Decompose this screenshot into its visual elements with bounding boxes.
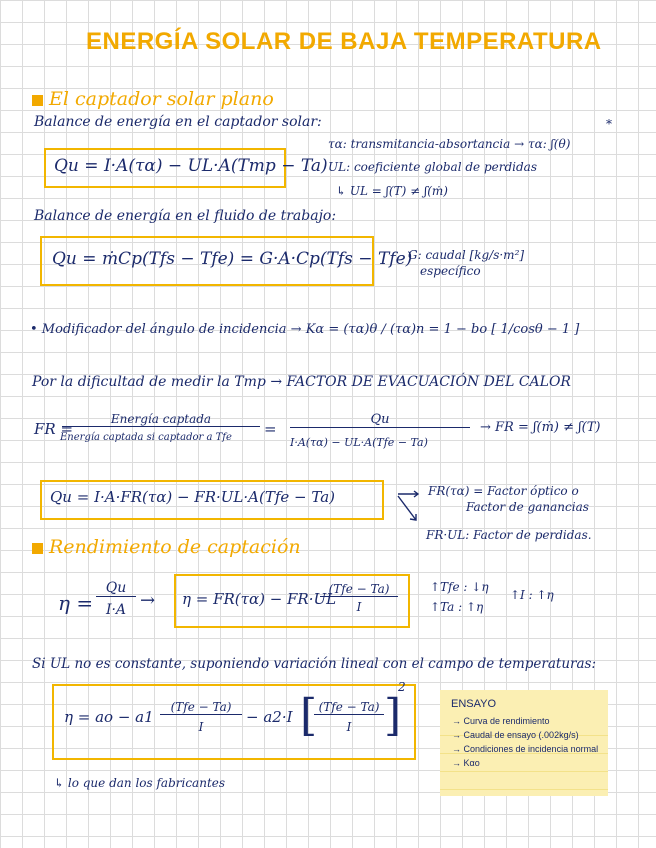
ensayo-item: → Caudal de ensayo (.002kg/s): [452, 730, 579, 740]
eta-symbol: η =: [58, 591, 94, 615]
effect-i: ↑I : ↑η: [510, 588, 554, 602]
eta-equation: η = FR(τα) − FR·UL: [182, 590, 337, 608]
eq4-numerator-2: (Tfe − Ta): [314, 700, 384, 715]
def-g-specific: específico: [420, 264, 481, 278]
fr-dependence: → FR = ʃ(ṁ) ≠ ʃ(T): [480, 420, 601, 435]
fr-perdidas: FR·UL: Factor de perdidas.: [426, 528, 592, 542]
modificador-angulo: • Modificador del ángulo de incidencia → Kα = (τα)θ / (τα)n = 1 − bo [ 1/cosθ − 1 ]: [30, 322, 580, 337]
ensayo-note: [440, 690, 608, 796]
eq4-exponent: 2: [398, 680, 406, 694]
eq4-bracket-right: ]: [384, 690, 402, 741]
section-label: Rendimiento de captación: [49, 536, 301, 558]
balance-captador-text: Balance de energía en el captador solar:: [34, 114, 322, 130]
asterisk-mark: *: [606, 117, 612, 131]
bullet-square-icon: [32, 95, 43, 106]
dificultad-text: Por la dificultad de medir la Tmp → FACTOR DE EVACUACIÓN DEL CALOR: [32, 374, 571, 390]
eta-def-denominator: I·A: [105, 602, 127, 618]
effect-tfe: ↑Tfe : ↓η: [430, 580, 489, 594]
def-tau-alpha: τα: transmitancia-absortancia → τα: ʃ(θ): [328, 137, 571, 151]
fr-ganancias: Factor de ganancias: [466, 500, 589, 514]
eta-numerator: (Tfe − Ta): [320, 582, 398, 597]
note-rule: [440, 772, 608, 790]
def-ul-dependence: ↳ UL = ʃ(T) ≠ ʃ(ṁ): [336, 184, 448, 198]
eq4-numerator-1: (Tfe − Ta): [160, 700, 242, 715]
equation-2: Qu = ṁCp(Tfs − Tfe) = G·A·Cp(Tfs − Tfe): [52, 249, 413, 269]
bullet-square-icon: [32, 543, 43, 554]
equation-3: Qu = I·A·FR(τα) − FR·UL·A(Tfe − Ta): [50, 488, 335, 506]
eq4-bracket-left: [: [300, 690, 318, 741]
section-heading-rendimiento: [32, 536, 301, 558]
page-title: ENERGÍA SOLAR DE BAJA TEMPERATURA: [86, 28, 602, 55]
balance-fluido-text: Balance de energía en el fluido de trabajo:: [34, 208, 337, 224]
eq4-lhs: η = ao − a1: [64, 708, 154, 726]
def-ul: UL: coeficiente global de perdidas: [328, 160, 537, 174]
fr-denominator-2: I·A(τα) − UL·A(Tfe − Ta): [290, 436, 428, 449]
eta-def-numerator: Qu: [96, 580, 136, 597]
ensayo-item: → Curva de rendimiento: [452, 716, 550, 726]
ensayo-title: ENSAYO: [451, 698, 497, 710]
fr-numerator: Energía captada: [62, 412, 260, 427]
equation-1: Qu = I·A(τα) − UL·A(Tmp − Ta): [54, 156, 328, 176]
ul-variable-text: Si UL no es constante, suponiendo variación lineal con el campo de temperaturas:: [32, 656, 597, 672]
fr-optico: FR(τα) = Factor óptico o: [428, 484, 579, 498]
ensayo-item: → Kαo: [452, 758, 480, 768]
eq4-middle: − a2·I: [246, 708, 293, 726]
def-g: G: caudal [kg/s·m²]: [408, 248, 525, 262]
eq4-denominator-2: I: [346, 720, 352, 734]
ensayo-item: → Condiciones de incidencia normal: [452, 744, 599, 754]
fr-numerator-2: Qu: [290, 412, 470, 428]
eta-arrow: →: [140, 590, 156, 611]
fr-label: FR =: [34, 420, 74, 438]
fr-denominator: Energía captada si captador a Tfe: [60, 432, 232, 443]
section-heading-captador: [32, 88, 274, 110]
fr-equals: =: [264, 420, 277, 438]
branch-arrows-icon: [396, 490, 424, 526]
section-label: El captador solar plano: [49, 88, 274, 110]
eta-denominator: I: [356, 600, 362, 614]
effect-ta: ↑Ta : ↑η: [430, 600, 484, 614]
eq4-denominator-1: I: [198, 720, 204, 734]
fabricantes-note: ↳ lo que dan los fabricantes: [54, 776, 226, 790]
